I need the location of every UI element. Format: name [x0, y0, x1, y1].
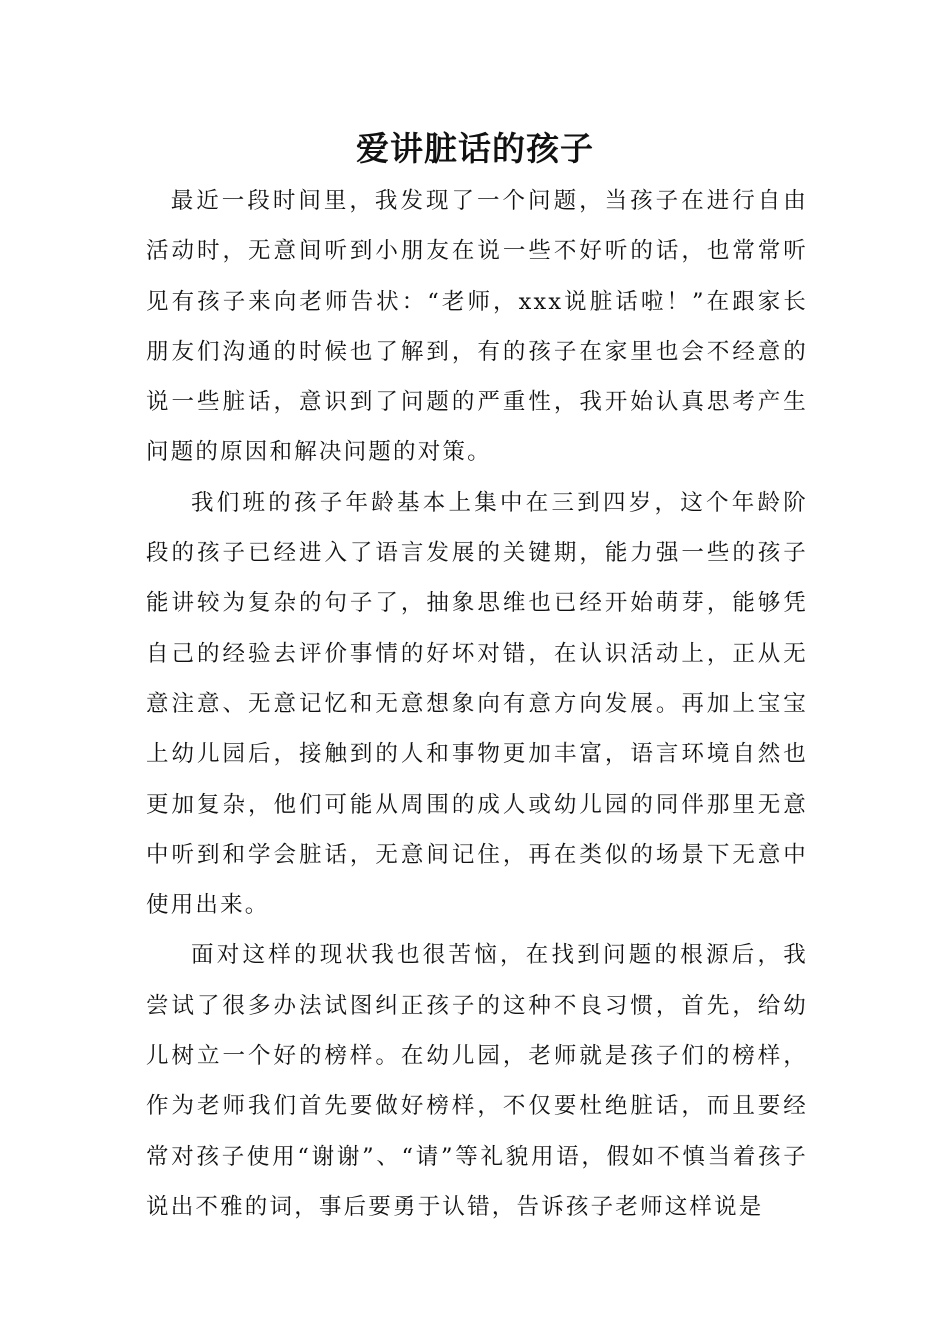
- document-body: [146, 176, 808, 1232]
- paragraph-1: 最近一段时间里，我发现了一个问题，当孩子在进行自由活动时，无意间听到小朋友在说一些不好听的话，也常常听见有孩子来向老师告状：“老师，xxx说脏话啦！”在跟家长朋友们沟通的时候也了解到，有的孩子在家里也会不经意的 说一些脏话，意识到了问题的严重性，我开始认真思考产生问题的原因和解决问题的对策。: [146, 188, 808, 466]
- document-title: 爱讲脏话的孩子: [356, 129, 594, 168]
- paragraph-2: 我们班的孩子年龄基本上集中在三到四岁，这个年龄阶段的孩子已经进入了语言发展的关键期，能力强一些的孩子能讲较为复杂的句子了，抽象思维也已经开始萌芽，能够凭自己的经验去评价事情的好坏对错，在认识活动上，正从无意注意、无意记忆和无意想象向有意方向发展。再加上宝宝上幼儿园后，接触到的人和事物更加丰富，语言环境自然也更加复杂，他们可能从周围的成人或幼儿园的同伴那里无意中听到和学会脏话，无意间记住，再在类似的场景下无意中使用出来。: [146, 489, 808, 919]
- paragraph-3: 面对这样的现状我也很苦恼，在找到问题的根源后，我尝试了很多办法试图纠正孩子的这种不良习惯，首先，给幼儿树立一个好的榜样。在幼儿园，老师就是孩子们的榜样，作为老师我们首先要做好榜样，不仅要杜绝脏话，而且要经常对孩子使用“谢谢”、“请”等礼貌用语，假如不慎当着孩子说出不雅的词，事后要勇于认错，告诉孩子老师这样说是: [146, 942, 808, 1220]
